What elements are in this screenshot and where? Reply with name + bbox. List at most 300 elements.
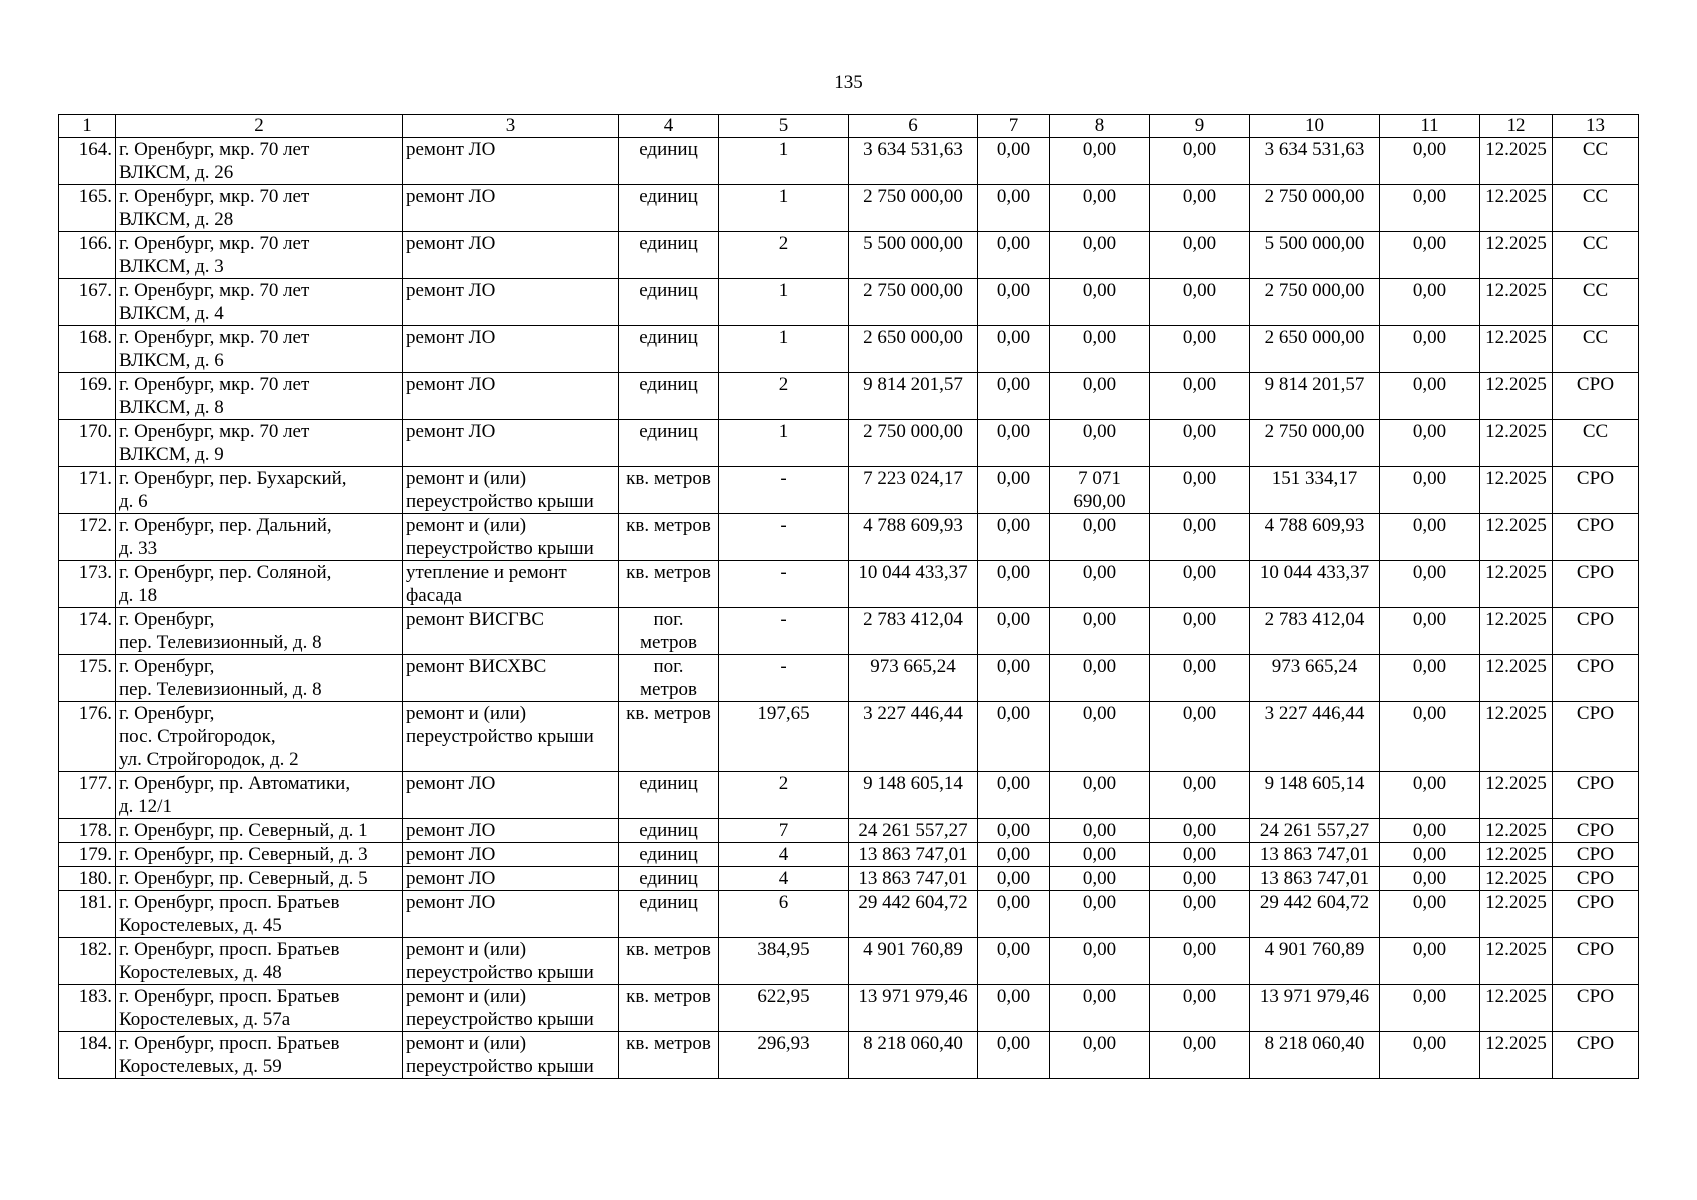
unit-cell: единиц xyxy=(619,138,719,185)
total-cost-cell: 13 863 747,01 xyxy=(849,867,978,891)
work-type-cell: ремонт и (или) переустройство крыши xyxy=(403,702,619,772)
deadline-cell: 12.2025 xyxy=(1480,843,1553,867)
row-number: 183. xyxy=(59,985,116,1032)
quantity-cell: 2 xyxy=(719,232,849,279)
column-header: 9 xyxy=(1150,115,1250,138)
quantity-cell: 1 xyxy=(719,420,849,467)
unit-cell: единиц xyxy=(619,772,719,819)
total-cost-cell: 13 971 979,46 xyxy=(849,985,978,1032)
col11-cell: 0,00 xyxy=(1380,867,1480,891)
deadline-cell: 12.2025 xyxy=(1480,772,1553,819)
deadline-cell: 12.2025 xyxy=(1480,514,1553,561)
col8-cell: 0,00 xyxy=(1050,938,1150,985)
table-row xyxy=(59,843,1639,867)
row-number: 172. xyxy=(59,514,116,561)
unit-cell: кв. метров xyxy=(619,702,719,772)
table-row xyxy=(59,185,1639,232)
column-header: 10 xyxy=(1250,115,1380,138)
col11-cell: 0,00 xyxy=(1380,938,1480,985)
table-row xyxy=(59,138,1639,185)
table-row xyxy=(59,985,1639,1032)
address-cell: г. Оренбург, просп. Братьев Коростелевых, д. 45 xyxy=(116,891,403,938)
col9-cell: 0,00 xyxy=(1150,843,1250,867)
column-header: 7 xyxy=(978,115,1050,138)
col8-cell: 0,00 xyxy=(1050,608,1150,655)
col8-cell: 0,00 xyxy=(1050,514,1150,561)
unit-cell: кв. метров xyxy=(619,985,719,1032)
col7-cell: 0,00 xyxy=(978,467,1050,514)
quantity-cell: - xyxy=(719,608,849,655)
method-cell: СС xyxy=(1553,138,1639,185)
col10-cell: 10 044 433,37 xyxy=(1250,561,1380,608)
col10-cell: 151 334,17 xyxy=(1250,467,1380,514)
col9-cell: 0,00 xyxy=(1150,608,1250,655)
col9-cell: 0,00 xyxy=(1150,420,1250,467)
table-row xyxy=(59,420,1639,467)
col9-cell: 0,00 xyxy=(1150,702,1250,772)
col9-cell: 0,00 xyxy=(1150,232,1250,279)
quantity-cell: 2 xyxy=(719,772,849,819)
row-number: 181. xyxy=(59,891,116,938)
column-header: 12 xyxy=(1480,115,1553,138)
work-type-cell: ремонт ЛО xyxy=(403,279,619,326)
address-cell: г. Оренбург, мкр. 70 лет ВЛКСМ, д. 28 xyxy=(116,185,403,232)
col7-cell: 0,00 xyxy=(978,138,1050,185)
deadline-cell: 12.2025 xyxy=(1480,1032,1553,1079)
method-cell: СРО xyxy=(1553,938,1639,985)
total-cost-cell: 2 750 000,00 xyxy=(849,279,978,326)
method-cell: СРО xyxy=(1553,655,1639,702)
col11-cell: 0,00 xyxy=(1380,655,1480,702)
col7-cell: 0,00 xyxy=(978,867,1050,891)
col11-cell: 0,00 xyxy=(1380,561,1480,608)
col7-cell: 0,00 xyxy=(978,772,1050,819)
table-row xyxy=(59,608,1639,655)
deadline-cell: 12.2025 xyxy=(1480,938,1553,985)
col11-cell: 0,00 xyxy=(1380,985,1480,1032)
col9-cell: 0,00 xyxy=(1150,279,1250,326)
table-row xyxy=(59,326,1639,373)
unit-cell: пог. метров xyxy=(619,655,719,702)
col9-cell: 0,00 xyxy=(1150,891,1250,938)
quantity-cell: - xyxy=(719,467,849,514)
col7-cell: 0,00 xyxy=(978,608,1050,655)
table-body xyxy=(59,138,1639,1079)
row-number: 175. xyxy=(59,655,116,702)
total-cost-cell: 2 750 000,00 xyxy=(849,420,978,467)
work-type-cell: ремонт ЛО xyxy=(403,891,619,938)
col9-cell: 0,00 xyxy=(1150,985,1250,1032)
total-cost-cell: 5 500 000,00 xyxy=(849,232,978,279)
deadline-cell: 12.2025 xyxy=(1480,279,1553,326)
column-header: 13 xyxy=(1553,115,1639,138)
address-cell: г. Оренбург, пр. Автоматики, д. 12/1 xyxy=(116,772,403,819)
total-cost-cell: 13 863 747,01 xyxy=(849,843,978,867)
col10-cell: 2 750 000,00 xyxy=(1250,420,1380,467)
total-cost-cell: 973 665,24 xyxy=(849,655,978,702)
row-number: 182. xyxy=(59,938,116,985)
address-cell: г. Оренбург, мкр. 70 лет ВЛКСМ, д. 8 xyxy=(116,373,403,420)
column-header: 8 xyxy=(1050,115,1150,138)
col10-cell: 13 971 979,46 xyxy=(1250,985,1380,1032)
col10-cell: 2 783 412,04 xyxy=(1250,608,1380,655)
total-cost-cell: 2 750 000,00 xyxy=(849,185,978,232)
col10-cell: 3 634 531,63 xyxy=(1250,138,1380,185)
col8-cell: 0,00 xyxy=(1050,232,1150,279)
col8-cell: 0,00 xyxy=(1050,702,1150,772)
total-cost-cell: 29 442 604,72 xyxy=(849,891,978,938)
quantity-cell: 4 xyxy=(719,843,849,867)
total-cost-cell: 4 901 760,89 xyxy=(849,938,978,985)
work-type-cell: ремонт ЛО xyxy=(403,232,619,279)
column-header: 6 xyxy=(849,115,978,138)
table-row xyxy=(59,279,1639,326)
work-type-cell: ремонт ЛО xyxy=(403,373,619,420)
quantity-cell: 1 xyxy=(719,185,849,232)
deadline-cell: 12.2025 xyxy=(1480,467,1553,514)
col11-cell: 0,00 xyxy=(1380,702,1480,772)
method-cell: СРО xyxy=(1553,891,1639,938)
row-number: 171. xyxy=(59,467,116,514)
table-row xyxy=(59,467,1639,514)
method-cell: СРО xyxy=(1553,772,1639,819)
method-cell: СС xyxy=(1553,232,1639,279)
col11-cell: 0,00 xyxy=(1380,138,1480,185)
method-cell: СРО xyxy=(1553,561,1639,608)
method-cell: СРО xyxy=(1553,467,1639,514)
address-cell: г. Оренбург, пер. Телевизионный, д. 8 xyxy=(116,608,403,655)
method-cell: СРО xyxy=(1553,373,1639,420)
quantity-cell: 1 xyxy=(719,279,849,326)
col11-cell: 0,00 xyxy=(1380,467,1480,514)
quantity-cell: 1 xyxy=(719,138,849,185)
method-cell: СС xyxy=(1553,420,1639,467)
col11-cell: 0,00 xyxy=(1380,326,1480,373)
col9-cell: 0,00 xyxy=(1150,373,1250,420)
total-cost-cell: 4 788 609,93 xyxy=(849,514,978,561)
col11-cell: 0,00 xyxy=(1380,232,1480,279)
col7-cell: 0,00 xyxy=(978,1032,1050,1079)
row-number: 184. xyxy=(59,1032,116,1079)
method-cell: СС xyxy=(1553,279,1639,326)
method-cell: СРО xyxy=(1553,608,1639,655)
col11-cell: 0,00 xyxy=(1380,819,1480,843)
col10-cell: 29 442 604,72 xyxy=(1250,891,1380,938)
table-row xyxy=(59,819,1639,843)
quantity-cell: 7 xyxy=(719,819,849,843)
total-cost-cell: 3 227 446,44 xyxy=(849,702,978,772)
col8-cell: 0,00 xyxy=(1050,326,1150,373)
quantity-cell: 4 xyxy=(719,867,849,891)
col9-cell: 0,00 xyxy=(1150,938,1250,985)
address-cell: г. Оренбург, пер. Дальний, д. 33 xyxy=(116,514,403,561)
work-type-cell: ремонт ЛО xyxy=(403,138,619,185)
col10-cell: 9 148 605,14 xyxy=(1250,772,1380,819)
col8-cell: 0,00 xyxy=(1050,772,1150,819)
col11-cell: 0,00 xyxy=(1380,1032,1480,1079)
address-cell: г. Оренбург, просп. Братьев Коростелевых, д. 48 xyxy=(116,938,403,985)
unit-cell: единиц xyxy=(619,232,719,279)
col8-cell: 0,00 xyxy=(1050,819,1150,843)
deadline-cell: 12.2025 xyxy=(1480,985,1553,1032)
deadline-cell: 12.2025 xyxy=(1480,561,1553,608)
address-cell: г. Оренбург, пер. Бухарский, д. 6 xyxy=(116,467,403,514)
column-header: 5 xyxy=(719,115,849,138)
deadline-cell: 12.2025 xyxy=(1480,138,1553,185)
work-type-cell: ремонт ЛО xyxy=(403,185,619,232)
work-type-cell: ремонт ВИСХВС xyxy=(403,655,619,702)
total-cost-cell: 9 148 605,14 xyxy=(849,772,978,819)
deadline-cell: 12.2025 xyxy=(1480,420,1553,467)
unit-cell: единиц xyxy=(619,326,719,373)
unit-cell: единиц xyxy=(619,843,719,867)
col11-cell: 0,00 xyxy=(1380,772,1480,819)
unit-cell: пог. метров xyxy=(619,608,719,655)
col7-cell: 0,00 xyxy=(978,514,1050,561)
row-number: 178. xyxy=(59,819,116,843)
deadline-cell: 12.2025 xyxy=(1480,373,1553,420)
unit-cell: единиц xyxy=(619,867,719,891)
col11-cell: 0,00 xyxy=(1380,279,1480,326)
address-cell: г. Оренбург, просп. Братьев Коростелевых, д. 59 xyxy=(116,1032,403,1079)
col8-cell: 0,00 xyxy=(1050,843,1150,867)
col10-cell: 4 901 760,89 xyxy=(1250,938,1380,985)
unit-cell: единиц xyxy=(619,279,719,326)
row-number: 166. xyxy=(59,232,116,279)
quantity-cell: 1 xyxy=(719,326,849,373)
quantity-cell: - xyxy=(719,655,849,702)
col7-cell: 0,00 xyxy=(978,985,1050,1032)
column-header: 11 xyxy=(1380,115,1480,138)
col9-cell: 0,00 xyxy=(1150,514,1250,561)
quantity-cell: 197,65 xyxy=(719,702,849,772)
col10-cell: 2 650 000,00 xyxy=(1250,326,1380,373)
work-type-cell: ремонт ВИСГВС xyxy=(403,608,619,655)
col9-cell: 0,00 xyxy=(1150,561,1250,608)
work-type-cell: ремонт и (или) переустройство крыши xyxy=(403,985,619,1032)
col7-cell: 0,00 xyxy=(978,891,1050,938)
work-type-cell: ремонт ЛО xyxy=(403,420,619,467)
address-cell: г. Оренбург, просп. Братьев Коростелевых, д. 57а xyxy=(116,985,403,1032)
table-row xyxy=(59,1032,1639,1079)
row-number: 180. xyxy=(59,867,116,891)
col8-cell: 0,00 xyxy=(1050,279,1150,326)
col10-cell: 5 500 000,00 xyxy=(1250,232,1380,279)
row-number: 170. xyxy=(59,420,116,467)
method-cell: СС xyxy=(1553,185,1639,232)
deadline-cell: 12.2025 xyxy=(1480,185,1553,232)
work-type-cell: ремонт ЛО xyxy=(403,843,619,867)
row-number: 168. xyxy=(59,326,116,373)
col11-cell: 0,00 xyxy=(1380,420,1480,467)
table-row xyxy=(59,772,1639,819)
table-row xyxy=(59,655,1639,702)
unit-cell: единиц xyxy=(619,891,719,938)
col9-cell: 0,00 xyxy=(1150,772,1250,819)
quantity-cell: 6 xyxy=(719,891,849,938)
quantity-cell: 2 xyxy=(719,373,849,420)
work-type-cell: ремонт и (или) переустройство крыши xyxy=(403,1032,619,1079)
quantity-cell: - xyxy=(719,561,849,608)
address-cell: г. Оренбург, пер. Соляной, д. 18 xyxy=(116,561,403,608)
address-cell: г. Оренбург, пр. Северный, д. 5 xyxy=(116,867,403,891)
table-row xyxy=(59,373,1639,420)
work-type-cell: ремонт ЛО xyxy=(403,326,619,373)
method-cell: СС xyxy=(1553,326,1639,373)
col7-cell: 0,00 xyxy=(978,420,1050,467)
quantity-cell: 296,93 xyxy=(719,1032,849,1079)
col7-cell: 0,00 xyxy=(978,326,1050,373)
col7-cell: 0,00 xyxy=(978,561,1050,608)
row-number: 173. xyxy=(59,561,116,608)
unit-cell: кв. метров xyxy=(619,467,719,514)
col10-cell: 973 665,24 xyxy=(1250,655,1380,702)
total-cost-cell: 2 783 412,04 xyxy=(849,608,978,655)
col11-cell: 0,00 xyxy=(1380,891,1480,938)
col8-cell: 0,00 xyxy=(1050,420,1150,467)
work-type-cell: ремонт и (или) переустройство крыши xyxy=(403,467,619,514)
total-cost-cell: 24 261 557,27 xyxy=(849,819,978,843)
unit-cell: единиц xyxy=(619,373,719,420)
col11-cell: 0,00 xyxy=(1380,514,1480,561)
repair-register-table xyxy=(58,114,1639,1079)
col11-cell: 0,00 xyxy=(1380,608,1480,655)
row-number: 169. xyxy=(59,373,116,420)
deadline-cell: 12.2025 xyxy=(1480,232,1553,279)
total-cost-cell: 8 218 060,40 xyxy=(849,1032,978,1079)
deadline-cell: 12.2025 xyxy=(1480,819,1553,843)
col10-cell: 24 261 557,27 xyxy=(1250,819,1380,843)
col9-cell: 0,00 xyxy=(1150,819,1250,843)
col8-cell: 0,00 xyxy=(1050,891,1150,938)
column-header: 3 xyxy=(403,115,619,138)
work-type-cell: ремонт и (или) переустройство крыши xyxy=(403,938,619,985)
unit-cell: кв. метров xyxy=(619,514,719,561)
unit-cell: единиц xyxy=(619,420,719,467)
col8-cell: 0,00 xyxy=(1050,138,1150,185)
column-header: 4 xyxy=(619,115,719,138)
table-row xyxy=(59,867,1639,891)
quantity-cell: 384,95 xyxy=(719,938,849,985)
col9-cell: 0,00 xyxy=(1150,1032,1250,1079)
col9-cell: 0,00 xyxy=(1150,867,1250,891)
work-type-cell: ремонт и (или) переустройство крыши xyxy=(403,514,619,561)
row-number: 174. xyxy=(59,608,116,655)
column-number-row xyxy=(59,115,1639,138)
unit-cell: кв. метров xyxy=(619,561,719,608)
address-cell: г. Оренбург, мкр. 70 лет ВЛКСМ, д. 9 xyxy=(116,420,403,467)
row-number: 164. xyxy=(59,138,116,185)
table-row xyxy=(59,891,1639,938)
address-cell: г. Оренбург, пр. Северный, д. 3 xyxy=(116,843,403,867)
col9-cell: 0,00 xyxy=(1150,655,1250,702)
col10-cell: 8 218 060,40 xyxy=(1250,1032,1380,1079)
col10-cell: 4 788 609,93 xyxy=(1250,514,1380,561)
col8-cell: 0,00 xyxy=(1050,867,1150,891)
address-cell: г. Оренбург, мкр. 70 лет ВЛКСМ, д. 26 xyxy=(116,138,403,185)
deadline-cell: 12.2025 xyxy=(1480,655,1553,702)
deadline-cell: 12.2025 xyxy=(1480,702,1553,772)
col10-cell: 2 750 000,00 xyxy=(1250,279,1380,326)
address-cell: г. Оренбург, пос. Стройгородок, ул. Стройгородок, д. 2 xyxy=(116,702,403,772)
col10-cell: 3 227 446,44 xyxy=(1250,702,1380,772)
deadline-cell: 12.2025 xyxy=(1480,608,1553,655)
address-cell: г. Оренбург, пр. Северный, д. 1 xyxy=(116,819,403,843)
row-number: 176. xyxy=(59,702,116,772)
address-cell: г. Оренбург, мкр. 70 лет ВЛКСМ, д. 3 xyxy=(116,232,403,279)
total-cost-cell: 3 634 531,63 xyxy=(849,138,978,185)
deadline-cell: 12.2025 xyxy=(1480,867,1553,891)
method-cell: СРО xyxy=(1553,843,1639,867)
column-header: 1 xyxy=(59,115,116,138)
total-cost-cell: 2 650 000,00 xyxy=(849,326,978,373)
col8-cell: 0,00 xyxy=(1050,185,1150,232)
address-cell: г. Оренбург, пер. Телевизионный, д. 8 xyxy=(116,655,403,702)
col7-cell: 0,00 xyxy=(978,185,1050,232)
col11-cell: 0,00 xyxy=(1380,373,1480,420)
unit-cell: единиц xyxy=(619,185,719,232)
method-cell: СРО xyxy=(1553,514,1639,561)
col7-cell: 0,00 xyxy=(978,232,1050,279)
quantity-cell: 622,95 xyxy=(719,985,849,1032)
work-type-cell: ремонт ЛО xyxy=(403,772,619,819)
method-cell: СРО xyxy=(1553,819,1639,843)
total-cost-cell: 9 814 201,57 xyxy=(849,373,978,420)
col7-cell: 0,00 xyxy=(978,373,1050,420)
table-row xyxy=(59,702,1639,772)
col11-cell: 0,00 xyxy=(1380,185,1480,232)
row-number: 177. xyxy=(59,772,116,819)
table-row xyxy=(59,938,1639,985)
col10-cell: 9 814 201,57 xyxy=(1250,373,1380,420)
col8-cell: 0,00 xyxy=(1050,1032,1150,1079)
col8-cell: 7 071 690,00 xyxy=(1050,467,1150,514)
col9-cell: 0,00 xyxy=(1150,467,1250,514)
col9-cell: 0,00 xyxy=(1150,185,1250,232)
table-row xyxy=(59,561,1639,608)
col8-cell: 0,00 xyxy=(1050,373,1150,420)
method-cell: СРО xyxy=(1553,1032,1639,1079)
col8-cell: 0,00 xyxy=(1050,655,1150,702)
col7-cell: 0,00 xyxy=(978,938,1050,985)
deadline-cell: 12.2025 xyxy=(1480,891,1553,938)
col9-cell: 0,00 xyxy=(1150,326,1250,373)
col10-cell: 13 863 747,01 xyxy=(1250,867,1380,891)
col7-cell: 0,00 xyxy=(978,655,1050,702)
unit-cell: единиц xyxy=(619,819,719,843)
col9-cell: 0,00 xyxy=(1150,138,1250,185)
row-number: 167. xyxy=(59,279,116,326)
col10-cell: 13 863 747,01 xyxy=(1250,843,1380,867)
col10-cell: 2 750 000,00 xyxy=(1250,185,1380,232)
unit-cell: кв. метров xyxy=(619,1032,719,1079)
method-cell: СРО xyxy=(1553,702,1639,772)
address-cell: г. Оренбург, мкр. 70 лет ВЛКСМ, д. 6 xyxy=(116,326,403,373)
table-row xyxy=(59,514,1639,561)
unit-cell: кв. метров xyxy=(619,938,719,985)
method-cell: СРО xyxy=(1553,867,1639,891)
col8-cell: 0,00 xyxy=(1050,561,1150,608)
total-cost-cell: 7 223 024,17 xyxy=(849,467,978,514)
col11-cell: 0,00 xyxy=(1380,843,1480,867)
total-cost-cell: 10 044 433,37 xyxy=(849,561,978,608)
col7-cell: 0,00 xyxy=(978,819,1050,843)
col7-cell: 0,00 xyxy=(978,843,1050,867)
col7-cell: 0,00 xyxy=(978,702,1050,772)
table-row xyxy=(59,232,1639,279)
deadline-cell: 12.2025 xyxy=(1480,326,1553,373)
col7-cell: 0,00 xyxy=(978,279,1050,326)
